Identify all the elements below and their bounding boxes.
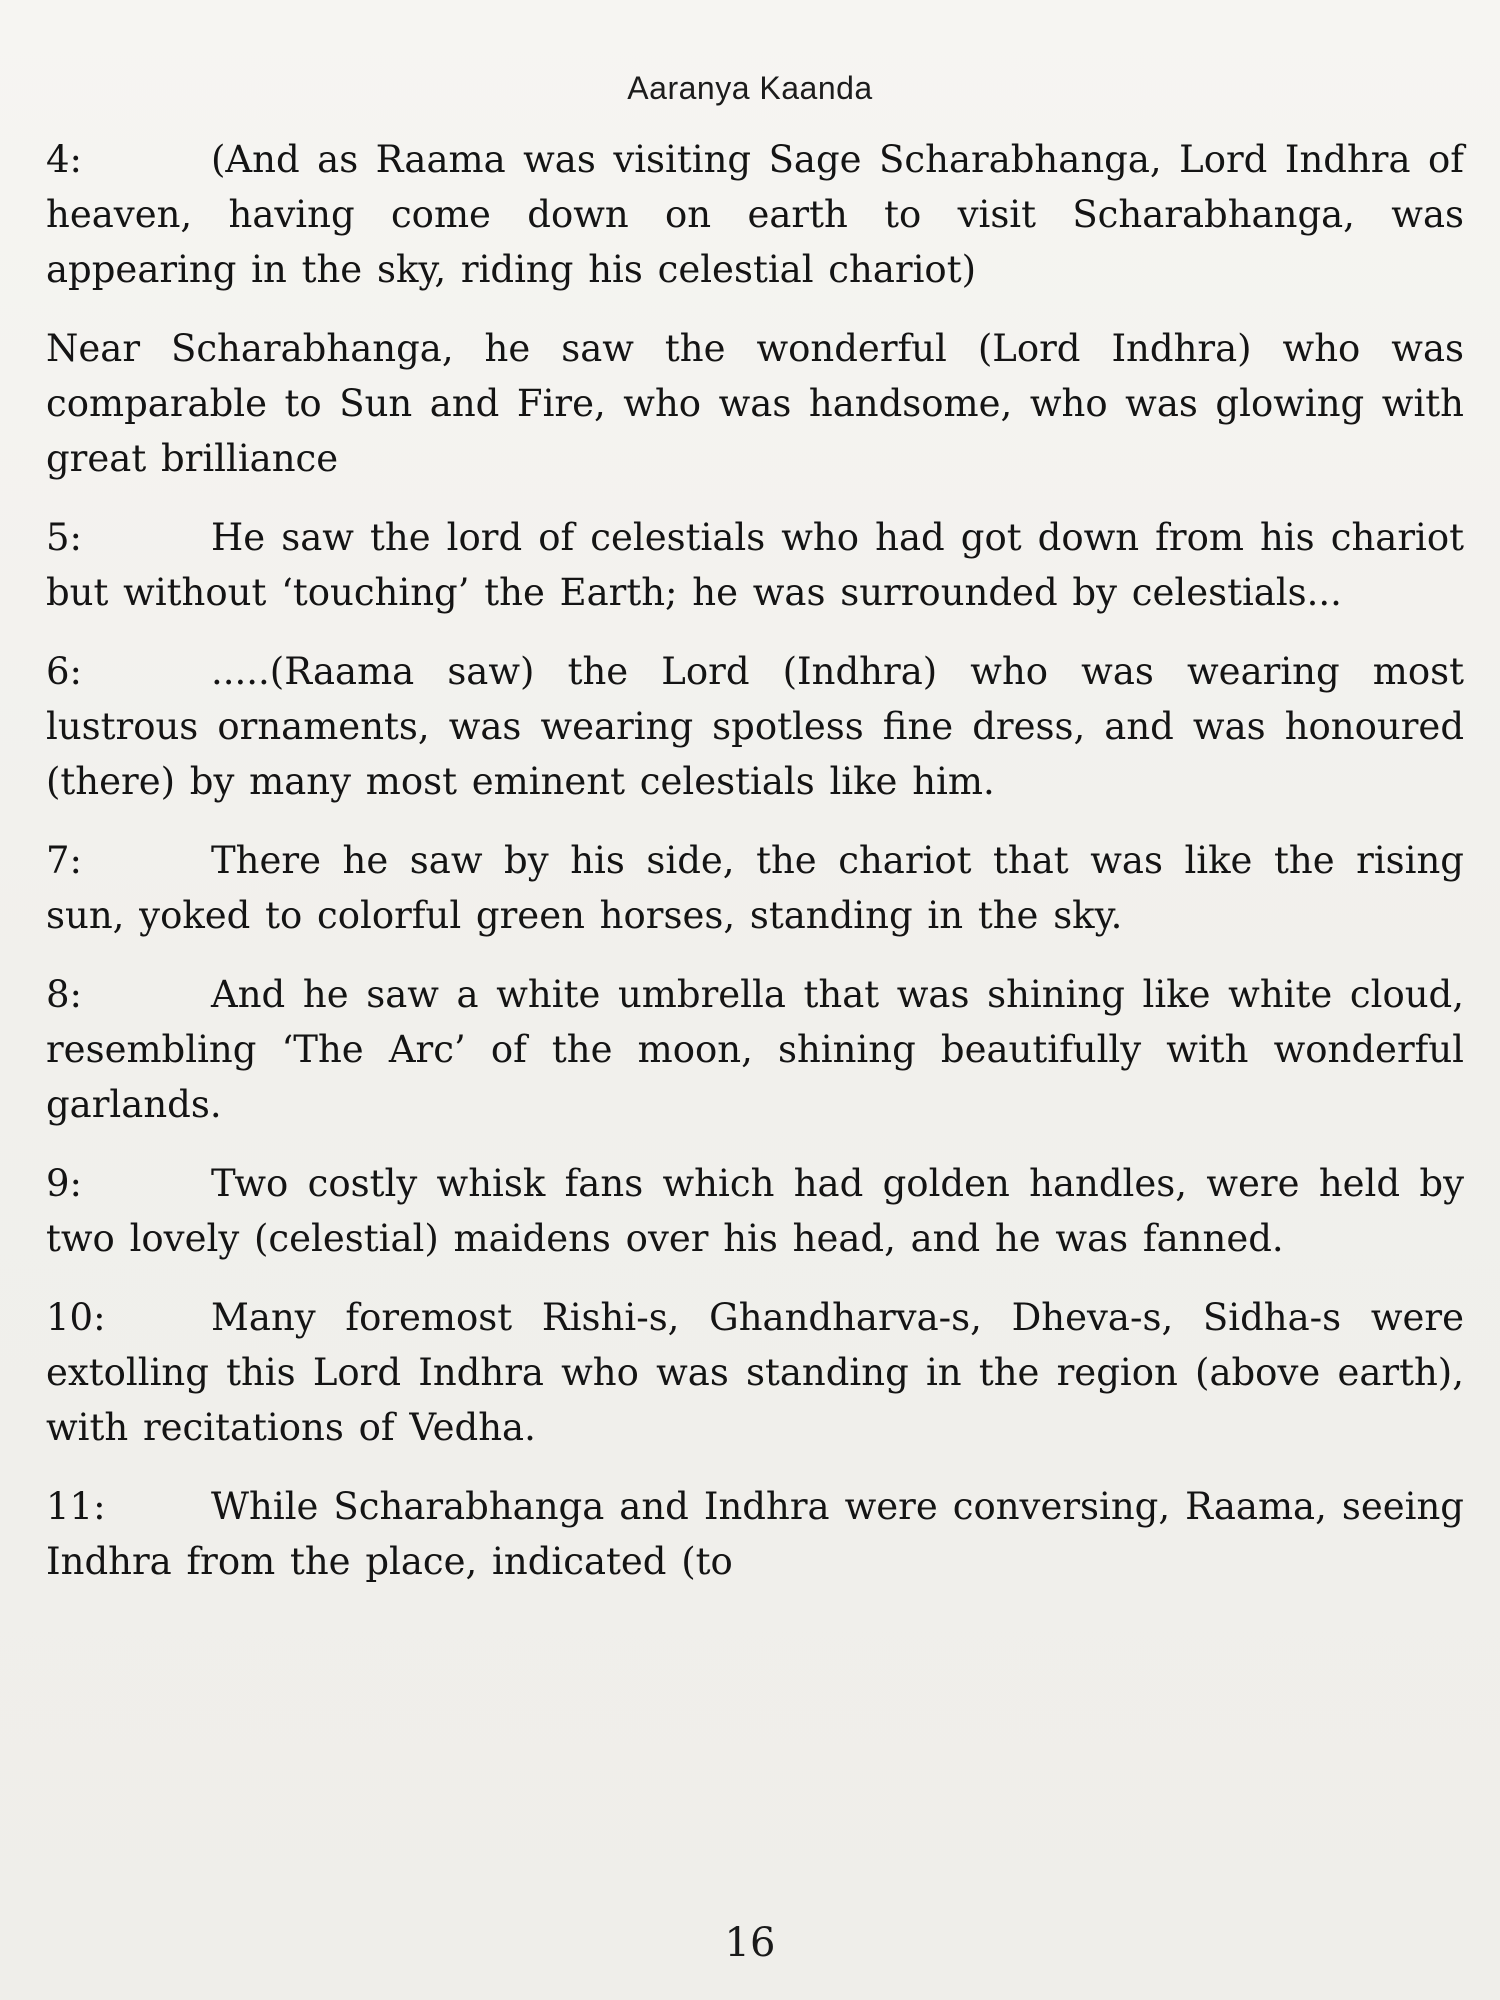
- verse-number: 8:: [46, 973, 83, 1016]
- verse-body: [46, 132, 1464, 1613]
- verse-number: 5:: [46, 516, 83, 559]
- verse-number: 9:: [46, 1162, 83, 1205]
- verse-9: [46, 1156, 1464, 1266]
- verse-number: 6:: [46, 650, 83, 693]
- verse-4-continuation: [46, 321, 1464, 486]
- verse-6: [46, 644, 1464, 809]
- verse-text: Near Scharabhanga, he saw the wonderful (Lord Indhra) who was comparable to Sun and Fire, who was handsome, who was glowing with great brilliance: [46, 327, 1464, 480]
- verse-10: [46, 1290, 1464, 1455]
- verse-number: 11:: [46, 1485, 106, 1528]
- verse-text: Many foremost Rishi-s, Ghandharva-s, Dheva-s, Sidha-s were extolling this Lord Indhra who was standing in the region (above earth), with recitations of Vedha.: [46, 1296, 1464, 1449]
- verse-text: (And as Raama was visiting Sage Scharabhanga, Lord Indhra of heaven, having come down on earth to visit Scharabhanga, was appearing in the sky, riding his celestial chariot): [46, 138, 1464, 291]
- verse-5: [46, 510, 1464, 620]
- verse-number: 10:: [46, 1296, 106, 1339]
- verse-text: While Scharabhanga and Indhra were conversing, Raama, seeing Indhra from the place, indicated (to: [46, 1485, 1464, 1583]
- verse-text: He saw the lord of celestials who had got down from his chariot but without ‘touching’ the Earth; he was surrounded by celestials...: [46, 516, 1464, 614]
- verse-text: Two costly whisk fans which had golden handles, were held by two lovely (celestial) maidens over his head, and he was fanned.: [46, 1162, 1464, 1260]
- verse-number: 4:: [46, 138, 83, 181]
- verse-7: [46, 833, 1464, 943]
- verse-number: 7:: [46, 839, 83, 882]
- page-number: 16: [724, 1920, 776, 1966]
- verse-text: And he saw a white umbrella that was shining like white cloud, resembling ‘The Arc’ of the moon, shining beautifully with wonderful garlands.: [46, 973, 1464, 1126]
- verse-text: There he saw by his side, the chariot that was like the rising sun, yoked to colorful green horses, standing in the sky.: [46, 839, 1464, 937]
- running-header: Aaranya Kaanda: [627, 70, 873, 106]
- verse-11: [46, 1479, 1464, 1589]
- verse-4: [46, 132, 1464, 297]
- verse-text: .....(Raama saw) the Lord (Indhra) who was wearing most lustrous ornaments, was wearing spotless fine dress, and was honoured (there) by many most eminent celestials like him.: [46, 650, 1464, 803]
- verse-8: [46, 967, 1464, 1132]
